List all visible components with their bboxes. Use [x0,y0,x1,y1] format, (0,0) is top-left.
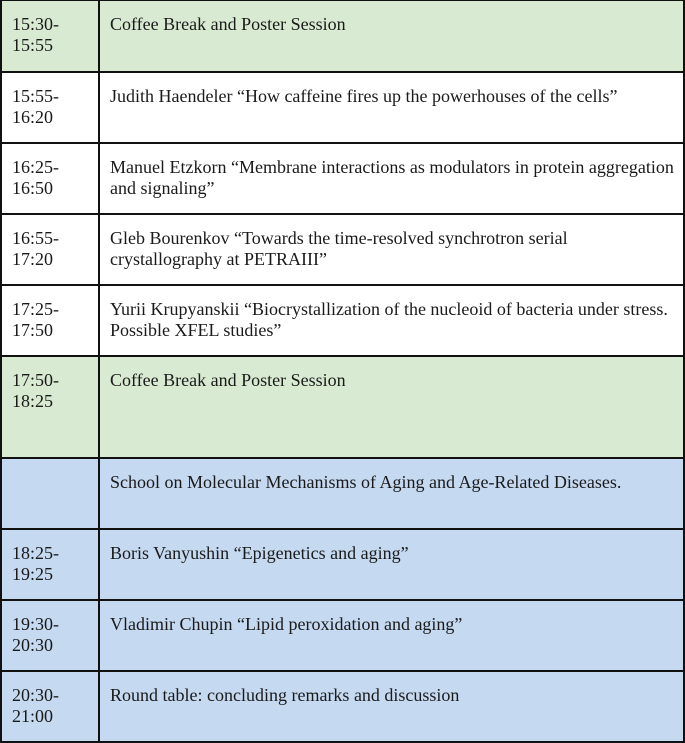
time-cell [1,600,99,671]
session-title: Coffee Break and Poster Session [99,0,684,72]
schedule-row [1,0,684,72]
schedule-row [1,600,684,671]
time-end: 19:25 [12,564,54,584]
session-title: Coffee Break and Poster Session [99,356,684,458]
time-end: 17:50 [12,320,54,340]
time-end: 21:00 [12,706,54,726]
talk-title: Yurii Krupyanskii “Biocrystallization of the nucleoid of bacteria under stress. Possible XFEL studies” [99,285,684,356]
time-cell [1,214,99,285]
schedule-row [1,214,684,285]
time-end: 20:30 [12,635,54,655]
time-start: 16:25- [12,157,59,177]
talk-title: Vladimir Chupin “Lipid peroxidation and aging” [99,600,684,671]
time-start: 15:30- [12,14,59,34]
time-start: 17:25- [12,299,59,319]
time-end: 16:50 [12,178,54,198]
time-start: 16:55- [12,228,59,248]
time-end: 18:25 [12,391,54,411]
schedule-row [1,458,684,529]
time-cell [1,143,99,214]
time-cell [1,529,99,600]
schedule-row [1,143,684,214]
time-cell [1,285,99,356]
schedule-row [1,356,684,458]
talk-title: Gleb Bourenkov “Towards the time-resolved synchrotron serial crystallography at PETRAIII” [99,214,684,285]
school-title: School on Molecular Mechanisms of Aging and Age-Related Diseases. [99,458,684,529]
time-start: 20:30- [12,685,59,705]
schedule-row [1,529,684,600]
talk-title: Boris Vanyushin “Epigenetics and aging” [99,529,684,600]
time-cell [1,0,99,72]
schedule-row [1,671,684,742]
time-start: 15:55- [12,86,59,106]
talk-title: Round table: concluding remarks and discussion [99,671,684,742]
time-cell [1,671,99,742]
time-cell [1,458,99,529]
time-cell [1,72,99,143]
talk-title: Judith Haendeler “How caffeine fires up the powerhouses of the cells” [99,72,684,143]
time-end: 15:55 [12,35,54,55]
time-end: 16:20 [12,107,54,127]
time-start: 18:25- [12,543,59,563]
talk-title: Manuel Etzkorn “Membrane interactions as modulators in protein aggregation and signaling” [99,143,684,214]
time-end: 17:20 [12,249,54,269]
time-cell [1,356,99,458]
time-start: 19:30- [12,614,59,634]
schedule-row [1,72,684,143]
schedule-row [1,285,684,356]
time-start: 17:50- [12,370,59,390]
